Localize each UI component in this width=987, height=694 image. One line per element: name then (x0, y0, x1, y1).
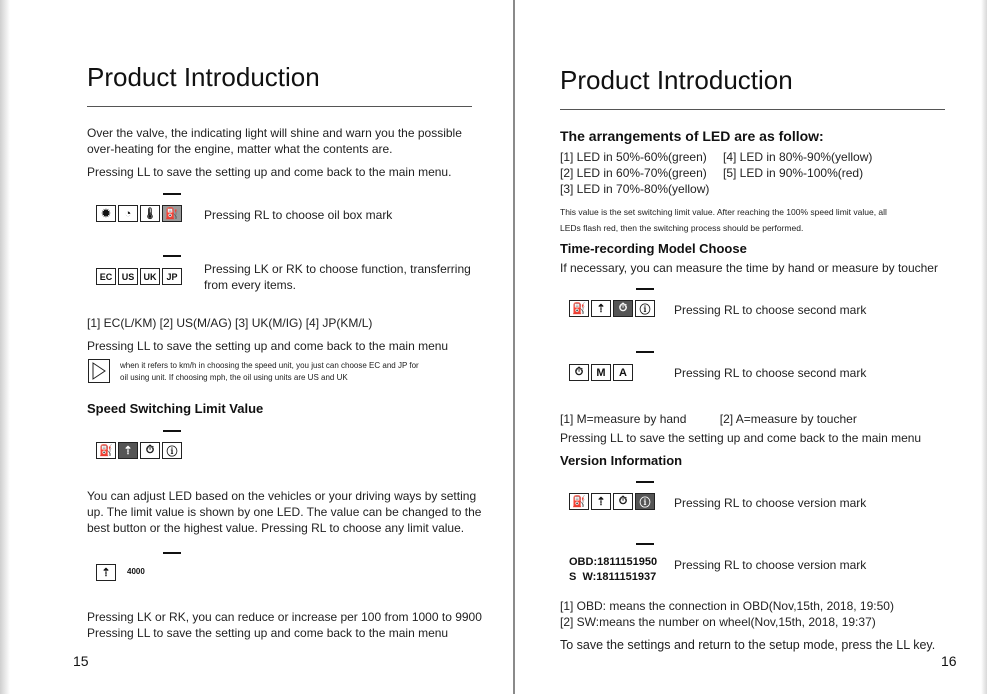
mode-m-icon: M (591, 364, 611, 381)
led-item-2: [2] LED in 60%-70%(green) (560, 166, 707, 180)
menu-dash (163, 193, 181, 195)
version-mark-instruction-1: Pressing RL to choose version mark (674, 496, 867, 510)
fuel-pump-icon: ⛽ (96, 442, 116, 459)
page-number: 16 (941, 653, 957, 669)
fuel-pump-icon: ⛽ (569, 300, 589, 317)
measure-text: [1] M=measure by hand [2] A=measure by toucher (560, 412, 857, 426)
second-mark-instruction-1: Pressing RL to choose second mark (674, 303, 867, 317)
sw-description: [2] SW:means the number on wheel(Nov,15th, 2018, 19:37) (560, 615, 876, 629)
switch-note-2: LEDs flash red, then the switching process should be performed. (560, 223, 804, 233)
led-item-1: [1] LED in 50%-60%(green) (560, 150, 707, 164)
time-text: If necessary, you can measure the time by hand or measure by toucher (560, 261, 938, 275)
led-text-2: up. The limit value is shown by one LED. The value can be changed to the (87, 505, 482, 519)
unit-jp-icon: JP (162, 268, 182, 285)
save-instruction: Pressing LL to save the setting up and come back to the main menu. (87, 165, 452, 179)
gauge-icon: ◔ (118, 205, 138, 222)
note-line-2: oil using unit. If choosing mph, the oil using units are US and UK (120, 373, 348, 382)
adjust-text-2: Pressing LL to save the setting up and come back to the main menu (87, 626, 449, 640)
title-rule (87, 106, 472, 107)
menu-dash (636, 351, 654, 353)
temperature-icon: 🌡 (140, 205, 160, 222)
obd-description: [1] OBD: means the connection in OBD(Nov,15th, 2018, 19:50) (560, 599, 894, 613)
info-icon: ⓘ (635, 493, 655, 510)
sun-icon: ✹ (96, 205, 116, 222)
stopwatch-icon: ⏱ (569, 364, 589, 381)
led-text-1: You can adjust LED based on the vehicles or your driving ways by setting (87, 489, 477, 503)
limit-value: 4000 (127, 567, 145, 576)
final-instruction: To save the settings and return to the setup mode, press the LL key. (560, 638, 936, 652)
save-instruction: Pressing LL to save the setting up and come back to the main menu (560, 431, 922, 445)
version-mark-instruction-2: Pressing RL to choose version mark (674, 558, 867, 572)
title-rule (560, 109, 945, 110)
speed-heading: Speed Switching Limit Value (87, 401, 264, 416)
unit-uk-icon: UK (140, 268, 160, 285)
version-heading: Version Information (560, 453, 683, 468)
save-instruction-2: Pressing LL to save the setting up and come back to the main menu (87, 339, 449, 353)
page-title: Product Introduction (560, 65, 793, 95)
stopwatch-icon: ⏱ (613, 300, 633, 317)
stopwatch-icon: ⏱ (613, 493, 633, 510)
fuel-pump-icon: ⛽ (569, 493, 589, 510)
function-instruction-1: Pressing LK or RK to choose function, transferring (204, 262, 471, 276)
menu-dash (636, 543, 654, 545)
led-text-3: best button or the highest value. Pressing RL to choose any limit value. (87, 521, 465, 535)
oil-mark-instruction: Pressing RL to choose oil box mark (204, 208, 393, 222)
menu-dash (163, 552, 181, 554)
adjust-text-1: Pressing LK or RK, you can reduce or increase per 100 from 1000 to 9900 (87, 610, 482, 624)
speed-limit-icon: ⇡ (591, 300, 611, 317)
intro-line-2: over-heating for the engine, matter what the contents are. (87, 142, 393, 156)
menu-dash (636, 288, 654, 290)
info-icon: ⓘ (162, 442, 182, 459)
page-16 (516, 0, 987, 694)
info-icon: ⓘ (635, 300, 655, 317)
menu-dash (163, 255, 181, 257)
sw-value: S W:1811151937 (569, 571, 657, 583)
note-line-1: when it refers to km/h in choosing the speed unit, you just can choose EC and JP for (120, 361, 419, 370)
menu-dash (636, 481, 654, 483)
speed-limit-icon: ⇡ (118, 442, 138, 459)
led-heading: The arrangements of LED are as follow: (560, 128, 824, 144)
obd-value: OBD:1811151950 (569, 556, 658, 568)
mode-a-icon: A (613, 364, 633, 381)
page-title: Product Introduction (87, 62, 320, 92)
speed-limit-icon: ⇡ (591, 493, 611, 510)
led-item-5: [5] LED in 90%-100%(red) (723, 166, 864, 180)
page-number: 15 (73, 653, 89, 669)
intro-line-1: Over the valve, the indicating light will shine and warn you the possible (87, 126, 462, 140)
switch-note-1: This value is the set switching limit value. After reaching the 100% speed limit value, all (560, 207, 887, 217)
fuel-pump-icon: ⛽ (162, 205, 182, 222)
play-arrow-icon (88, 359, 110, 383)
function-instruction-2: from every items. (204, 278, 297, 292)
led-item-4: [4] LED in 80%-90%(yellow) (723, 150, 873, 164)
speed-limit-icon: ⇡ (96, 564, 116, 581)
units-list: [1] EC(L/KM) [2] US(M/AG) [3] UK(M/IG) [4] JP(KM/L) (87, 316, 373, 330)
stopwatch-icon: ⏱ (140, 442, 160, 459)
time-heading: Time-recording Model Choose (560, 241, 747, 256)
book-spine (513, 0, 515, 694)
menu-dash (163, 430, 181, 432)
led-item-3: [3] LED in 70%-80%(yellow) (560, 182, 710, 196)
unit-us-icon: US (118, 268, 138, 285)
unit-ec-icon: EC (96, 268, 116, 285)
second-mark-instruction-2: Pressing RL to choose second mark (674, 366, 867, 380)
